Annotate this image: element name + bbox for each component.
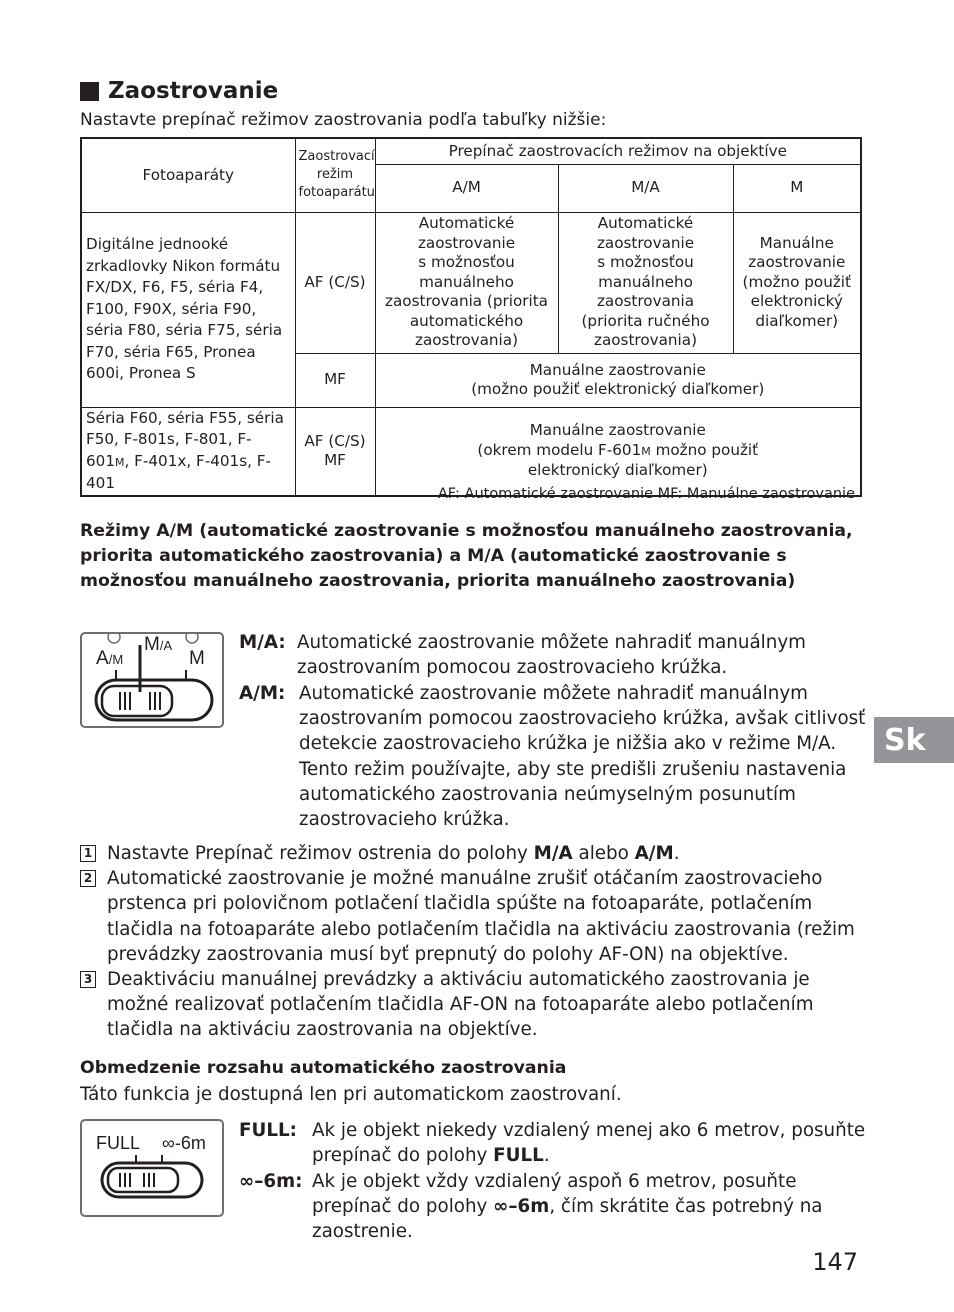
limit-intro: Táto funkcia je dostupná len pri automatickom zaostrovaní. [80, 1084, 622, 1105]
modes-heading: Režimy A/M (automatické zaostrovanie s možnosťou manuálneho zaostrovania, priorita automatického zaostrovania) a M/A (automatické zaostrovanie s možnosťou manuálneho zaostrovania, priorita manuálneho zaostrovania) [80, 521, 853, 591]
square-bullet-icon [80, 82, 99, 101]
step-3: 3 Deaktiváciu manuálnej prevádzky a aktiváciu automatického zaostrovania je možné realizovať potlačením tlačidla AF-ON na fotoaparáte alebo potlačením tlačidla na aktiváciu zaostrovania na objektíve. [80, 967, 870, 1043]
def-ma-desc: Automatické zaostrovanie môžete nahradiť manuálnym zaostrovaním pomocou zaostrovacieho krúžka. [297, 632, 806, 679]
def-am-desc: Automatické zaostrovanie môžete nahradiť manuálnym zaostrovaním pomocou zaostrovacieho krúžka, avšak citlivosť detekcie zaostrovacieho krúžka je nižšia ako v režime M/A. Tento režim používajte, aby ste predišli zrušeniu nastavenia automatického zaostrovania neúmyselným posunutím zaostrovacieho krúžka. [299, 683, 866, 831]
focus-limit-switch-illustration [80, 1119, 224, 1217]
intro-text: Nastavte prepínač režimov zaostrovania podľa tabuľky nižšie: [80, 110, 607, 130]
section-title [80, 78, 278, 104]
switch-label-inf-6m: ∞-6m [162, 1133, 206, 1153]
switch-label-full: FULL [96, 1133, 141, 1153]
row1-cameras: Digitálne jednooké zrkadlovky Nikon formátu FX/DX, F6, F5, séria F4, F100, F90X, séria F90, séria F80, séria F75, séria F70, séria F65, Pronea 600i, Pronea S [81, 212, 295, 407]
header-ma: M/A [558, 164, 733, 212]
header-cameras: Fotoaparáty [81, 138, 295, 212]
row2-cameras: Séria F60, séria F55, séria F50, F-801s, F-801, F-601M, F-401x, F-401s, F-401 [81, 407, 295, 496]
def-inf-desc: Ak je objekt vždy vzdialený aspoň 6 metrov, posuňte prepínač do polohy ∞–6m, čím skrátite čas potrebný na zaostrenie. [312, 1171, 823, 1243]
step-number: 3 [80, 971, 96, 988]
header-am: A/M [375, 164, 558, 212]
steps-list [80, 841, 870, 1043]
section-title-text: Zaostrovanie [108, 78, 279, 104]
step-2: 2 Automatické zaostrovanie je možné manuálne zrušiť otáčaním zaostrovacieho prstenca pri polovičnom potlačení tlačidla spúšte na fotoaparáte, potlačením tlačidla na fotoaparáte alebo potlačením tlačidla na aktiváciu zaostrovania (režim prevádzky zaostrovania musí byť prepnutý do polohy AF-ON) na objektíve. [80, 866, 870, 967]
page-number: 147 [812, 1248, 858, 1276]
step-number: 1 [80, 845, 96, 862]
table-legend: AF: Automatické zaostrovanie MF: Manuálne zaostrovanie [437, 486, 855, 502]
focus-mode-switch-illustration [80, 632, 224, 728]
step-number: 2 [80, 870, 96, 887]
def-am-term: A/M: [239, 683, 286, 704]
switch-label-am: A/M [96, 648, 124, 669]
limit-heading: Obmedzenie rozsahu automatického zaostrovania [80, 1058, 567, 1078]
header-camera-mode: Zaostrovací režim fotoaparátu [295, 138, 375, 212]
language-tab: Sk [874, 717, 954, 763]
focus-mode-table [80, 137, 862, 497]
def-full-term: FULL: [239, 1120, 297, 1141]
def-full-desc: Ak je objekt niekedy vzdialený menej ako 6 metrov, posuňte prepínač do polohy FULL. [312, 1120, 866, 1167]
switch-label-m: M [189, 648, 205, 669]
row1b-mode: MF [295, 353, 375, 407]
row1b-text: Manuálne zaostrovanie (možno použiť elektronický diaľkomer) [375, 353, 861, 407]
def-ma-term: M/A: [239, 632, 286, 653]
row2-text: Manuálne zaostrovanie (okrem modelu F-601M možno použiť elektronický diaľkomer) [375, 407, 861, 496]
def-inf-term: ∞–6m: [239, 1171, 303, 1192]
row2-mode: AF (C/S) MF [295, 407, 375, 496]
row1a-am-cell: Automatické zaostrovanie s možnosťou manuálneho zaostrovania (priorita automatického zaostrovania) [375, 212, 558, 353]
step-1: 1 Nastavte Prepínač režimov ostrenia do polohy M/A alebo A/M. [80, 841, 870, 866]
header-m: M [733, 164, 861, 212]
row1a-m-cell: Manuálne zaostrovanie (možno použiť elektronický diaľkomer) [733, 212, 861, 353]
row1a-mode: AF (C/S) [295, 212, 375, 353]
row1a-ma-cell: Automatické zaostrovanie s možnosťou manuálneho zaostrovania (priorita ručného zaostrovania) [558, 212, 733, 353]
header-lens-switch: Prepínač zaostrovacích režimov na objektíve [375, 138, 861, 164]
switch-label-ma: M/A [144, 634, 173, 655]
